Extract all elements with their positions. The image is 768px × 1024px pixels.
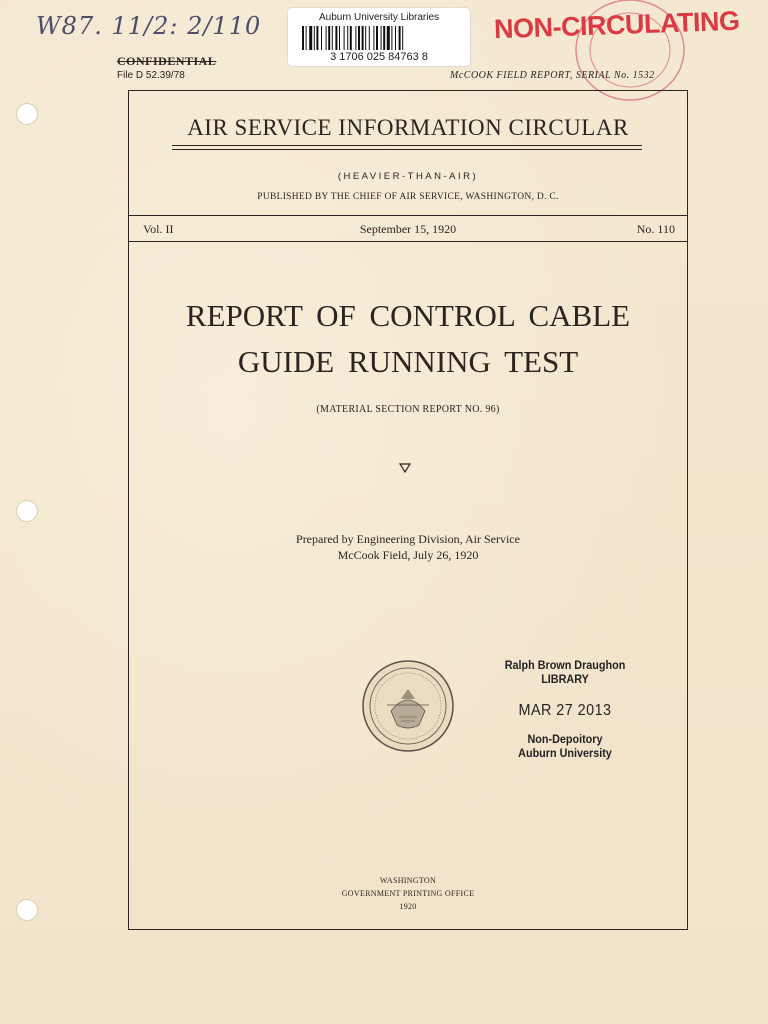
war-department-seal-icon [361,659,455,753]
mccook-field-report-serial: McCOOK FIELD REPORT, SERIAL No. 1532 [450,70,655,81]
library-stamp-date: MAR 27 2013 [518,702,612,719]
publisher-line: PUBLISHED BY THE CHIEF OF AIR SERVICE, WASHINGTON, D. C. [257,192,559,202]
issue-number: No. 110 [636,222,675,236]
report-title-line: REPORT OF CONTROL CABLE [185,298,631,333]
handwritten-call-number: W87. 11/2: 2/110 [36,12,262,40]
prepared-by-line: McCook Field, July 26, 1920 [337,548,479,562]
barcode-icon [302,26,456,50]
imprint-year: 1920 [399,902,417,911]
imprint-city: WASHINGTON [379,876,437,885]
library-stamp-name: Ralph Brown Draughon [504,658,626,672]
imprint-office: GOVERNMENT PRINTING OFFICE [341,889,475,898]
file-number: File D 52.39/78 [117,70,185,81]
triangle-ornament-icon [399,463,411,473]
material-section-report: (MATERIAL SECTION REPORT NO. 96) [316,404,500,415]
report-title [129,293,687,385]
library-stamp-university: Auburn University [518,746,612,760]
issue-date: September 15, 1920 [359,222,457,236]
title-rule [172,145,642,146]
confidential-label: CONFIDENTIAL [117,54,217,68]
circular-subtitle: (HEAVIER-THAN-AIR) [337,171,479,182]
punch-hole [16,899,38,921]
divider [129,215,687,216]
punch-hole [16,103,38,125]
punch-hole [16,500,38,522]
library-stamp-status: Non-Depoitory [527,732,603,746]
imprint [129,874,687,913]
report-title-line: GUIDE RUNNING TEST [237,344,579,379]
prepared-by [129,531,687,563]
barcode-number: 3 1706 025 84763 8 [330,51,428,63]
cover-frame [128,90,688,930]
barcode-label [288,8,470,66]
non-circulating-stamp: NON-CIRCULATING [493,5,740,45]
circular-title: AIR SERVICE INFORMATION CIRCULAR [187,115,629,140]
library-receipt-stamp [502,658,628,760]
volume-number: Vol. II [143,222,174,236]
divider [129,241,687,242]
prepared-by-line: Prepared by Engineering Division, Air Service [296,532,520,546]
barcode-library-name: Auburn University Libraries [318,12,440,23]
library-stamp-library: LIBRARY [541,672,589,686]
title-rule [172,149,642,150]
